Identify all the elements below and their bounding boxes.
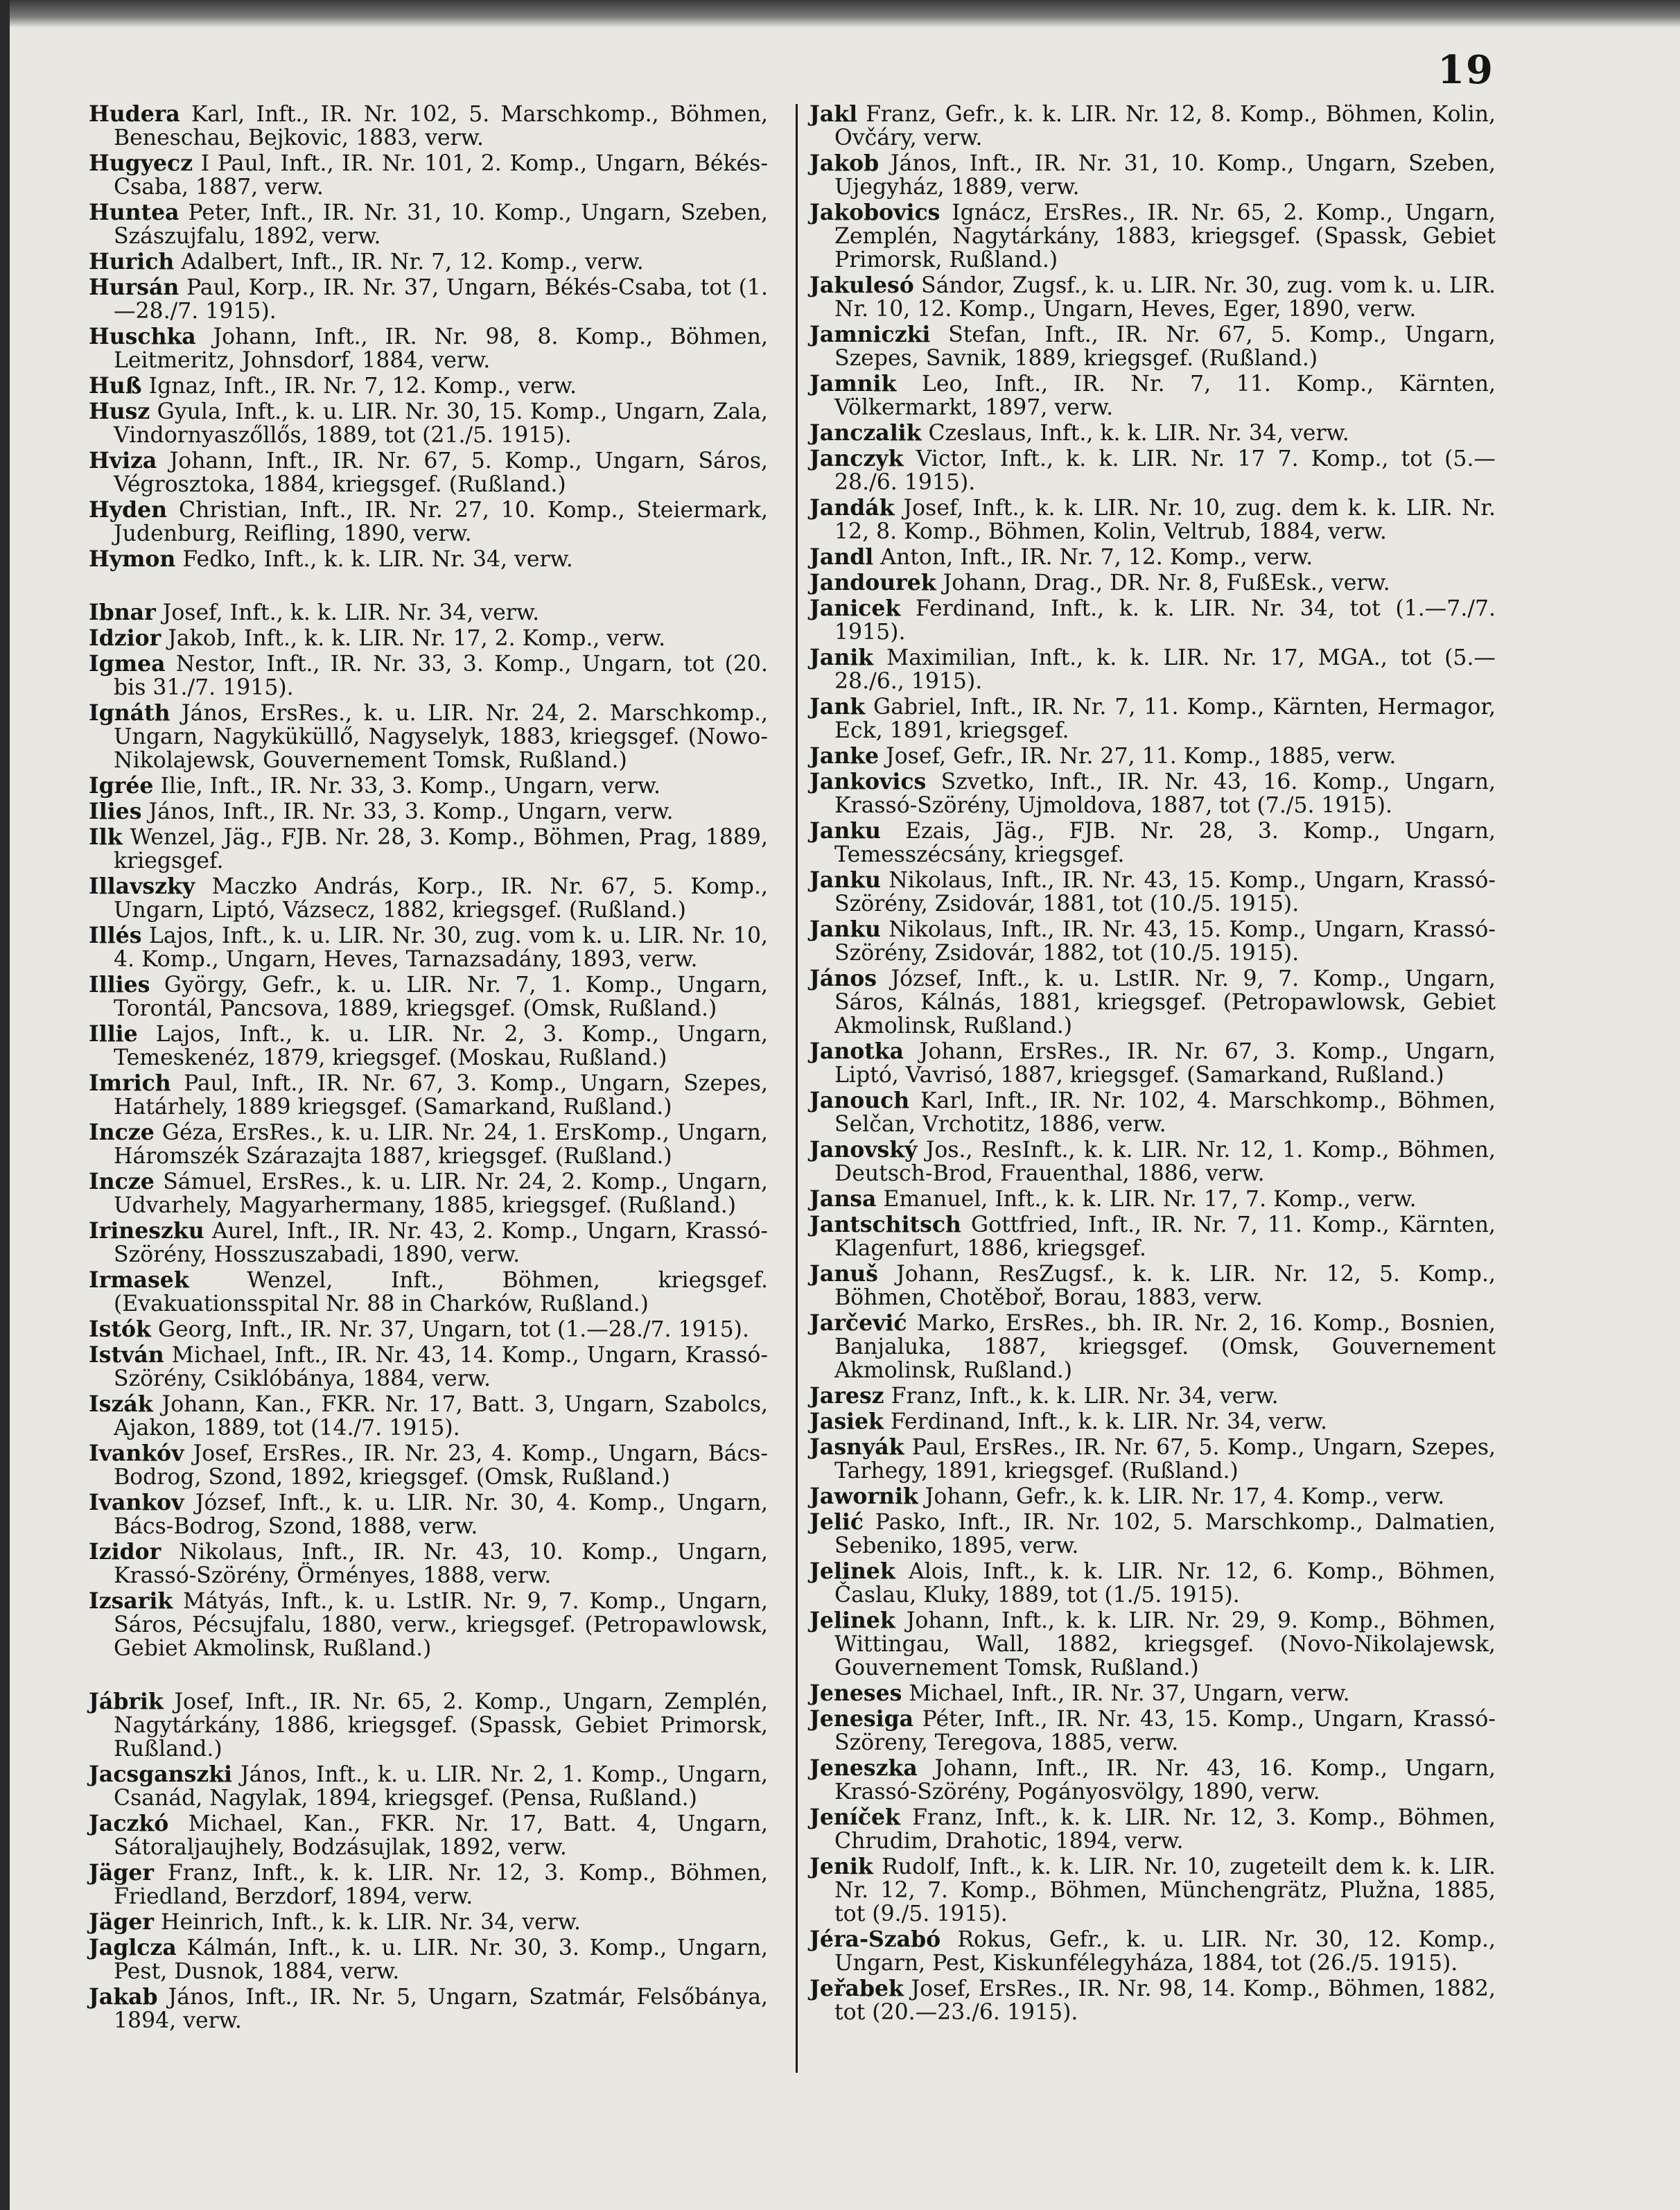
entry-details: Szvetko, Inft., IR. Nr. 43, 16. Komp., Ungarn, Krassó-Szörény, Ujmoldova, 1887, tot (7./5. 1915). (834, 769, 1496, 818)
roll-entry (810, 869, 1496, 916)
entry-details: Michael, Inft., IR. Nr. 37, Ungarn, verw. (902, 1681, 1350, 1706)
entry-details: János, Inft., k. u. LIR. Nr. 2, 1. Komp., Ungarn, Csanád, Nagylak, 1894, kriegsgef. (Pensa, Rußland.) (114, 1762, 768, 1811)
entry-surname: Imrich (89, 1070, 171, 1096)
entry-details: Josef, ErsRes., IR. Nr. 23, 4. Komp., Ungarn, Bács-Bodrog, Szond, 1892, kriegsgef. (Omsk, Rußland.) (114, 1441, 768, 1490)
entry-details: Franz, Inft., k. k. LIR. Nr. 12, 3. Komp., Böhmen, Friedland, Berzdorf, 1894, verw. (114, 1861, 768, 1909)
entry-details: Paul, ErsRes., IR. Nr. 67, 5. Komp., Ungarn, Szepes, Tarhegy, 1891, kriegsgef. (Rußland.) (834, 1435, 1496, 1484)
roll-entry (810, 1707, 1496, 1755)
entry-surname: Jenesiga (810, 1706, 914, 1732)
entry-surname: Jenik (810, 1854, 873, 1879)
entry-surname: Irineszku (89, 1218, 204, 1244)
entry-surname: Istók (89, 1316, 151, 1342)
roll-entry (89, 1861, 768, 1908)
entry-surname: Janku (810, 916, 881, 942)
roll-entry (810, 1262, 1496, 1310)
entry-details: János, Inft., IR. Nr. 33, 3. Komp., Ungarn, verw. (141, 799, 674, 824)
entry-details: I Paul, Inft., IR. Nr. 101, 2. Komp., Ungarn, Békés-Csaba, 1887, verw. (114, 151, 768, 200)
entry-details: Nikolaus, Inft., IR. Nr. 43, 15. Komp., Ungarn, Krassó-Szörény, Zsidovár, 1882, tot (10./5. 1915). (834, 917, 1496, 966)
entry-surname: Iszák (89, 1391, 153, 1417)
entry-surname: Husz (89, 399, 150, 424)
entry-details: Géza, ErsRes., k. u. LIR. Nr. 24, 1. ErsKomp., Ungarn, Háromszék Szárazajta 1887, kriegsgef. (Rußland.) (114, 1120, 768, 1169)
roll-entry (810, 1806, 1496, 1853)
entry-surname: Jelinek (810, 1608, 895, 1633)
entry-surname: Jeřabek (810, 1976, 904, 2001)
entry-surname: Jandourek (810, 570, 936, 595)
entry-details: Heinrich, Inft., k. k. LIR. Nr. 34, verw. (153, 1910, 581, 1935)
entry-details: Nikolaus, Inft., IR. Nr. 43, 15. Komp., Ungarn, Krassó-Szörény, Zsidovár, 1881, tot (10./5. 1915). (834, 868, 1496, 916)
roll-entry (810, 1757, 1496, 1804)
entry-surname: Hyden (89, 497, 168, 523)
entry-surname: Jarčević (810, 1310, 907, 1336)
entry-surname: Ivankóv (89, 1441, 184, 1466)
entry-surname: Hursán (89, 275, 180, 300)
entry-details: Jakob, Inft., k. k. LIR. Nr. 17, 2. Komp., verw. (161, 626, 666, 651)
entry-surname: Huß (89, 373, 142, 399)
entry-surname: Janczalik (810, 420, 922, 446)
entry-details: Anton, Inft., IR. Nr. 7, 12. Komp., verw. (873, 545, 1313, 570)
entry-details: Karl, Inft., IR. Nr. 102, 5. Marschkomp., Böhmen, Beneschau, Bejkovic, 1883, verw. (114, 102, 768, 150)
roll-entry (810, 1977, 1496, 2024)
entry-details: Maximilian, Inft., k. k. LIR. Nr. 17, MGA., tot (5.—28./6., 1915). (834, 645, 1496, 694)
roll-entry (89, 702, 768, 772)
page-number: 19 (1437, 47, 1494, 93)
roll-entry (89, 1072, 768, 1119)
entry-surname: Jeneszka (810, 1755, 918, 1781)
roll-entry (89, 1590, 768, 1660)
roll-entry (810, 103, 1496, 150)
entry-surname: Jäger (89, 1909, 154, 1935)
roll-entry (89, 1170, 768, 1217)
entry-surname: Jasiek (810, 1409, 884, 1434)
entry-details: Josef, ErsRes., IR. Nr. 98, 14. Komp., Böhmen, 1882, tot (20.—23./6. 1915). (834, 1976, 1496, 2025)
entry-surname: Jakob (810, 150, 880, 176)
roll-entry (810, 571, 1496, 595)
entry-details: Nestor, Inft., IR. Nr. 33, 3. Komp., Ungarn, tot (20. bis 31./7. 1915). (114, 652, 768, 700)
roll-entry (810, 1312, 1496, 1382)
roll-entry (810, 1682, 1496, 1705)
roll-entry (89, 374, 768, 398)
roll-entry (89, 103, 768, 150)
roll-entry (810, 1609, 1496, 1680)
entry-surname: Jank (810, 694, 866, 720)
entry-surname: Jankovics (810, 769, 927, 794)
roll-entry (89, 601, 768, 625)
entry-surname: Ivankov (89, 1490, 184, 1515)
roll-entry (89, 973, 768, 1020)
entry-surname: Jantschitsch (810, 1212, 961, 1237)
roll-entry (810, 421, 1496, 445)
entry-surname: Janicek (810, 595, 901, 621)
entry-details: Wenzel, Inft., Böhmen, kriegsgef. (Evakuationsspital Nr. 88 in Charków, Rußland.) (114, 1268, 768, 1316)
entry-surname: Jandák (810, 495, 895, 521)
roll-entry (89, 1121, 768, 1168)
entry-surname: Jaglcza (89, 1935, 177, 1960)
entry-details: János, Inft., IR. Nr. 5, Ungarn, Szatmár, Felsőbánya, 1894, verw. (114, 1985, 768, 2033)
section-gap (89, 573, 768, 601)
entry-details: Czeslaus, Inft., k. k. LIR. Nr. 34, verw. (921, 421, 1349, 446)
roll-entry (89, 400, 768, 447)
roll-entry (89, 1023, 768, 1070)
entry-details: Rokus, Gefr., k. u. LIR. Nr. 30, 12. Komp., Ungarn, Pest, Kiskunfélegyháza, 1884, tot (26./5. 1915). (834, 1927, 1496, 1976)
roll-entry (810, 1187, 1496, 1211)
entry-surname: Igrée (89, 773, 154, 799)
entry-details: Michael, Kan., FKR. Nr. 17, Batt. 4, Ungarn, Sátoraljaujhely, Bodzásujlak, 1892, verw. (114, 1811, 768, 1860)
entry-details: Ilie, Inft., IR. Nr. 33, 3. Komp., Ungarn, verw. (153, 774, 660, 799)
entry-details: Victor, Inft., k. k. LIR. Nr. 17 7. Komp., tot (5.—28./6. 1915). (834, 446, 1496, 495)
roll-entry (89, 1393, 768, 1440)
entry-details: Josef, Inft., IR. Nr. 65, 2. Komp., Ungarn, Zemplén, Nagytárkány, 1886, kriegsgef. (Spassk, Gebiet Primorsk, Rußland.) (114, 1689, 768, 1761)
entry-details: Aurel, Inft., IR. Nr. 43, 2. Komp., Ungarn, Krassó-Szörény, Hosszuszabadi, 1890, verw. (114, 1219, 768, 1267)
entry-details: Franz, Inft., k. k. LIR. Nr. 12, 3. Komp., Böhmen, Chrudim, Drahotic, 1894, verw. (834, 1805, 1496, 1854)
roll-entry (89, 1219, 768, 1267)
entry-surname: Januš (810, 1261, 878, 1287)
entry-surname: János (810, 966, 877, 991)
roll-entry (810, 918, 1496, 965)
roll-entry (89, 1812, 768, 1859)
entry-surname: Incze (89, 1169, 155, 1194)
entry-surname: Jasnyák (810, 1434, 904, 1460)
entry-surname: Janczyk (810, 446, 904, 471)
roll-entry (89, 800, 768, 824)
column-divider (796, 104, 798, 2073)
entry-surname: Jäger (89, 1860, 154, 1886)
entry-details: Ignaz, Inft., IR. Nr. 7, 12. Komp., verw. (141, 374, 577, 399)
entry-details: Mátyás, Inft., k. u. LstIR. Nr. 9, 7. Komp., Ungarn, Sáros, Pécsujfalu, 1880, verw., kriegsgef. (Petropawlowsk, Gebiet Akmolinsk, Rußland.) (114, 1589, 768, 1661)
roll-entry (810, 1485, 1496, 1508)
entry-details: József, Inft., k. u. LstIR. Nr. 9, 7. Komp., Ungarn, Sáros, Kálnás, 1881, kriegsgef. (Petropawlowsk, Gebiet Akmolinsk, Rußland.) (834, 966, 1496, 1038)
entry-surname: Illie (89, 1021, 138, 1047)
entry-surname: Ilies (89, 799, 142, 824)
roll-entry (810, 1511, 1496, 1558)
roll-entry (810, 447, 1496, 494)
roll-entry (89, 276, 768, 323)
entry-surname: Janik (810, 645, 874, 670)
entry-details: Johann, Inft., IR. Nr. 67, 5. Komp., Ungarn, Sáros, Végrosztoka, 1884, kriegsgef. (Rußland.) (114, 449, 768, 497)
entry-details: Emanuel, Inft., k. k. LIR. Nr. 17, 7. Komp., verw. (876, 1187, 1417, 1212)
entry-details: Johann, ErsRes., IR. Nr. 67, 3. Komp., Ungarn, Liptó, Vavrisó, 1887, kriegsgef. (Samarkand, Rußland.) (834, 1039, 1496, 1088)
roll-entry (89, 1442, 768, 1489)
entry-details: Nikolaus, Inft., IR. Nr. 43, 10. Komp., Ungarn, Krassó-Szörény, Örményes, 1888, verw. (114, 1540, 768, 1588)
roll-entry (810, 1138, 1496, 1185)
roll-entry (810, 372, 1496, 419)
roll-entry (89, 1985, 768, 2033)
entry-details: Ignácz, ErsRes., IR. Nr. 65, 2. Komp., Ungarn, Zemplén, Nagytárkány, 1883, kriegsgef. (Spassk, Gebiet Primorsk, Rußland.) (834, 200, 1496, 272)
entry-surname: Illies (89, 972, 150, 998)
entry-details: Johann, ResZugsf., k. k. LIR. Nr. 12, 5. Komp., Böhmen, Chotěboř, Borau, 1883, verw. (834, 1262, 1496, 1310)
entry-surname: Janku (810, 818, 881, 844)
entry-surname: Hviza (89, 448, 157, 473)
entry-surname: Illavszky (89, 873, 195, 899)
roll-entry (89, 1690, 768, 1761)
entry-surname: Jamniczki (810, 322, 931, 347)
roll-entry (89, 1343, 768, 1391)
roll-entry (89, 924, 768, 971)
roll-entry (89, 1763, 768, 1810)
entry-details: Gottfried, Inft., IR. Nr. 7, 11. Komp., Kärnten, Klagenfurt, 1886, kriegsgef. (834, 1212, 1496, 1261)
entry-surname: Janku (810, 867, 881, 893)
entry-details: Josef, Inft., k. k. LIR. Nr. 34, verw. (155, 600, 540, 625)
entry-details: Kálmán, Inft., k. u. LIR. Nr. 30, 3. Komp., Ungarn, Pest, Dusnok, 1884, verw. (114, 1935, 768, 1984)
entry-surname: István (89, 1342, 164, 1368)
roll-entry (810, 1089, 1496, 1136)
entry-details: Marko, ErsRes., bh. IR. Nr. 2, 16. Komp., Bosnien, Banjaluka, 1887, kriegsgef. (Omsk, Gouvernement Akmolinsk, Rußland.) (834, 1311, 1496, 1383)
entry-surname: Jelinek (810, 1558, 895, 1584)
roll-entry (810, 1410, 1496, 1434)
section-gap (89, 1662, 768, 1690)
entry-surname: Huntea (89, 200, 180, 225)
entry-details: Jos., ResInft., k. k. LIR. Nr. 12, 1. Komp., Böhmen, Deutsch-Brod, Frauenthal, 1886, verw. (834, 1138, 1496, 1186)
entry-details: Johann, Drag., DR. Nr. 8, FußEsk., verw. (936, 571, 1390, 595)
roll-entry (810, 597, 1496, 644)
roll-entry (810, 1040, 1496, 1087)
roll-entry (810, 1384, 1496, 1408)
entry-details: Stefan, Inft., IR. Nr. 67, 5. Komp., Ungarn, Szepes, Savnik, 1889, kriegsgef. (Rußland.) (834, 322, 1496, 371)
roll-entry (810, 1855, 1496, 1926)
entry-details: Johann, Inft., k. k. LIR. Nr. 29, 9. Komp., Böhmen, Wittingau, Wall, 1882, kriegsgef. (Novo-Nikolajewsk, Gouvernement Tomsk, Rußland.) (834, 1608, 1496, 1680)
scan-top-shadow (0, 0, 1680, 28)
entry-surname: Ilk (89, 824, 123, 850)
entry-details: Rudolf, Inft., k. k. LIR. Nr. 10, zugeteilt dem k. k. LIR. Nr. 12, 7. Komp., Böhmen, Münchengrätz, Plužna, 1885, tot (9./5. 1915). (834, 1854, 1496, 1926)
entry-surname: Jakobovics (810, 200, 940, 225)
entry-surname: Janouch (810, 1088, 910, 1113)
entry-details: Alois, Inft., k. k. LIR. Nr. 12, 6. Komp., Böhmen, Časlau, Kluky, 1889, tot (1./5. 1915). (834, 1559, 1496, 1608)
entry-details: Lajos, Inft., k. u. LIR. Nr. 30, zug. vom k. u. LIR. Nr. 10, 4. Komp., Ungarn, Heves, Tarnazsadány, 1893, verw. (114, 923, 768, 972)
roll-entry (810, 201, 1496, 272)
roll-entry (810, 323, 1496, 370)
entry-surname: Irmasek (89, 1267, 189, 1293)
scan-left-edge (0, 0, 10, 2210)
entry-details: János, Inft., IR. Nr. 31, 10. Komp., Ungarn, Szeben, Ujegyház, 1889, verw. (834, 151, 1496, 200)
roll-entry (89, 1269, 768, 1316)
entry-surname: Janke (810, 743, 880, 769)
entry-details: Christian, Inft., IR. Nr. 27, 10. Komp., Steiermark, Judenburg, Reifling, 1890, verw. (114, 498, 768, 546)
roll-entry (89, 875, 768, 922)
entry-details: Ezais, Jäg., FJB. Nr. 28, 3. Komp., Ungarn, Temesszécsány, kriegsgef. (834, 819, 1496, 867)
entry-surname: Illés (89, 923, 142, 948)
roll-entry (89, 627, 768, 650)
roll-entry (89, 774, 768, 798)
entry-surname: Jansa (810, 1186, 877, 1212)
entry-surname: Igmea (89, 651, 166, 677)
roll-entry (810, 1436, 1496, 1483)
entry-surname: Hudera (89, 101, 180, 127)
entry-details: Josef, Inft., k. k. LIR. Nr. 10, zug. dem k. k. LIR. Nr. 12, 8. Komp., Böhmen, Kolin, Veltrub, 1884, verw. (834, 496, 1496, 544)
entry-surname: Jakl (810, 101, 858, 127)
right-column (810, 103, 1496, 2026)
entry-details: Johann, Kan., FKR. Nr. 17, Batt. 3, Ungarn, Szabolcs, Ajakon, 1889, tot (14./7. 1915). (114, 1392, 768, 1441)
entry-surname: Jéra-Szabó (810, 1926, 941, 1952)
roll-entry (89, 201, 768, 248)
entry-details: Karl, Inft., IR. Nr. 102, 4. Marschkomp., Böhmen, Selčan, Vrchotitz, 1886, verw. (834, 1088, 1496, 1137)
roll-entry (810, 695, 1496, 742)
entry-details: Maczko András, Korp., IR. Nr. 67, 5. Komp., Ungarn, Liptó, Vázsecz, 1882, kriegsgef. (Rußland.) (114, 874, 768, 923)
entry-surname: Jakulesó (810, 272, 914, 298)
entry-surname: Jakab (89, 1984, 158, 2010)
entry-surname: Idzior (89, 625, 161, 651)
roll-entry (810, 546, 1496, 569)
roll-entry (810, 646, 1496, 693)
roll-entry (89, 1540, 768, 1587)
entry-details: Ferdinand, Inft., k. k. LIR. Nr. 34, tot (1.—7./7. 1915). (834, 596, 1496, 645)
entry-details: Adalbert, Inft., IR. Nr. 7, 12. Komp., verw. (174, 250, 644, 275)
entry-surname: Jandl (810, 544, 874, 570)
entry-surname: Janovský (810, 1137, 918, 1163)
entry-details: Sámuel, ErsRes., k. u. LIR. Nr. 24, 2. Komp., Ungarn, Udvarhely, Magyarhermany, 1885, kriegsgef. (Rußland.) (114, 1169, 768, 1218)
entry-details: Gabriel, Inft., IR. Nr. 7, 11. Komp., Kärnten, Hermagor, Eck, 1891, kriegsgef. (834, 695, 1496, 743)
roll-entry (89, 1318, 768, 1341)
entry-details: Franz, Gefr., k. k. LIR. Nr. 12, 8. Komp., Böhmen, Kolin, Ovčáry, verw. (834, 102, 1496, 150)
entry-surname: Hugyecz (89, 150, 193, 176)
entry-details: Ferdinand, Inft., k. k. LIR. Nr. 34, verw. (883, 1409, 1327, 1434)
entry-details: Franz, Inft., k. k. LIR. Nr. 34, verw. (884, 1384, 1279, 1409)
entry-details: Sándor, Zugsf., k. u. LIR. Nr. 30, zug. vom k. u. LIR. Nr. 10, 12. Komp., Ungarn, Heves, Eger, 1890, verw. (834, 273, 1496, 322)
entry-details: Georg, Inft., IR. Nr. 37, Ungarn, tot (1.—28./7. 1915). (150, 1317, 749, 1342)
roll-entry (810, 496, 1496, 543)
entry-details: Josef, Gefr., IR. Nr. 27, 11. Komp., 1885, verw. (879, 744, 1397, 769)
entry-surname: Izsarik (89, 1588, 173, 1614)
entry-surname: Incze (89, 1120, 155, 1145)
entry-surname: Hurich (89, 249, 175, 275)
roll-entry (89, 1911, 768, 1934)
entry-details: János, ErsRes., k. u. LIR. Nr. 24, 2. Marschkomp., Ungarn, Nagyküküllő, Nagyselyk, 1883, kriegsgef. (Nowo-Nikolajewsk, Gouvernement Tomsk, Rußland.) (114, 701, 768, 773)
roll-entry (89, 325, 768, 372)
roll-entry (810, 770, 1496, 817)
roll-entry (89, 1936, 768, 1983)
roll-entry (810, 1560, 1496, 1607)
entry-surname: Izidor (89, 1539, 161, 1565)
roll-entry (89, 1491, 768, 1538)
roll-entry (89, 548, 768, 571)
entry-details: Paul, Inft., IR. Nr. 67, 3. Komp., Ungarn, Szepes, Határhely, 1889 kriegsgef. (Samarkand, Rußland.) (114, 1071, 768, 1120)
entry-surname: Jaczkó (89, 1811, 169, 1836)
roll-entry (89, 652, 768, 699)
roll-entry (810, 745, 1496, 768)
entry-details: Péter, Inft., IR. Nr. 43, 15. Komp., Ungarn, Krassó-Szöreny, Teregova, 1885, verw. (834, 1707, 1496, 1755)
entry-surname: Jacsganszki (89, 1761, 232, 1787)
entry-surname: Hymon (89, 546, 176, 572)
roll-entry (810, 152, 1496, 199)
entry-details: Johann, Gefr., k. k. LIR. Nr. 17, 4. Komp., verw. (918, 1484, 1445, 1509)
entry-surname: Janotka (810, 1038, 904, 1064)
entry-details: Pasko, Inft., IR. Nr. 102, 5. Marschkomp., Dalmatien, Sebeniko, 1895, verw. (834, 1510, 1496, 1558)
roll-entry (810, 274, 1496, 321)
entry-surname: Ibnar (89, 600, 156, 625)
roll-entry (810, 819, 1496, 867)
entry-details: Johann, Inft., IR. Nr. 98, 8. Komp., Böhmen, Leitmeritz, Johnsdorf, 1884, verw. (114, 324, 768, 373)
entry-details: Leo, Inft., IR. Nr. 7, 11. Komp., Kärnten, Völkermarkt, 1897, verw. (834, 372, 1496, 420)
entry-surname: Jeníček (810, 1804, 900, 1830)
entry-details: Johann, Inft., IR. Nr. 43, 16. Komp., Ungarn, Krassó-Szörény, Pogányosvölgy, 1890, verw. (834, 1756, 1496, 1804)
entry-details: Paul, Korp., IR. Nr. 37, Ungarn, Békés-Csaba, tot (1.—28./7. 1915). (114, 275, 768, 324)
roll-entry (89, 826, 768, 873)
roll-entry (89, 152, 768, 199)
entry-details: Michael, Inft., IR. Nr. 43, 14. Komp., Ungarn, Krassó-Szörény, Csiklóbánya, 1884, verw. (114, 1343, 768, 1391)
entry-surname: Ignáth (89, 700, 170, 726)
entry-details: Peter, Inft., IR. Nr. 31, 10. Komp., Ungarn, Szeben, Szászujfalu, 1892, verw. (114, 200, 768, 249)
roll-entry (810, 1928, 1496, 1975)
roll-entry (89, 449, 768, 496)
entry-details: Lajos, Inft., k. u. LIR. Nr. 2, 3. Komp., Ungarn, Temeskenéz, 1879, kriegsgef. (Moskau, Rußland.) (114, 1022, 768, 1070)
entry-surname: Jamnik (810, 371, 897, 397)
entry-surname: Jawornik (810, 1484, 918, 1509)
entry-details: György, Gefr., k. u. LIR. Nr. 7, 1. Komp., Ungarn, Torontál, Pancsova, 1889, kriegsgef. (Omsk, Rußland.) (114, 973, 768, 1021)
roll-entry (89, 250, 768, 274)
entry-details: József, Inft., k. u. LIR. Nr. 30, 4. Komp., Ungarn, Bács-Bodrog, Szond, 1888, verw. (114, 1490, 768, 1539)
roll-entry (89, 498, 768, 546)
entry-surname: Jeneses (810, 1680, 902, 1706)
entry-surname: Huschka (89, 324, 196, 349)
entry-surname: Jábrik (89, 1689, 164, 1714)
roll-entry (810, 1213, 1496, 1260)
entry-surname: Jelić (810, 1509, 864, 1535)
entry-surname: Jaresz (810, 1383, 884, 1409)
entry-details: Gyula, Inft., k. u. LIR. Nr. 30, 15. Komp., Ungarn, Zala, Vindornyaszőllős, 1889, tot (21./5. 1915). (114, 399, 768, 448)
left-column (89, 103, 768, 2035)
roll-entry (810, 967, 1496, 1038)
entry-details: Wenzel, Jäg., FJB. Nr. 28, 3. Komp., Böhmen, Prag, 1889, kriegsgef. (114, 825, 768, 873)
entry-details: Fedko, Inft., k. k. LIR. Nr. 34, verw. (175, 547, 573, 572)
